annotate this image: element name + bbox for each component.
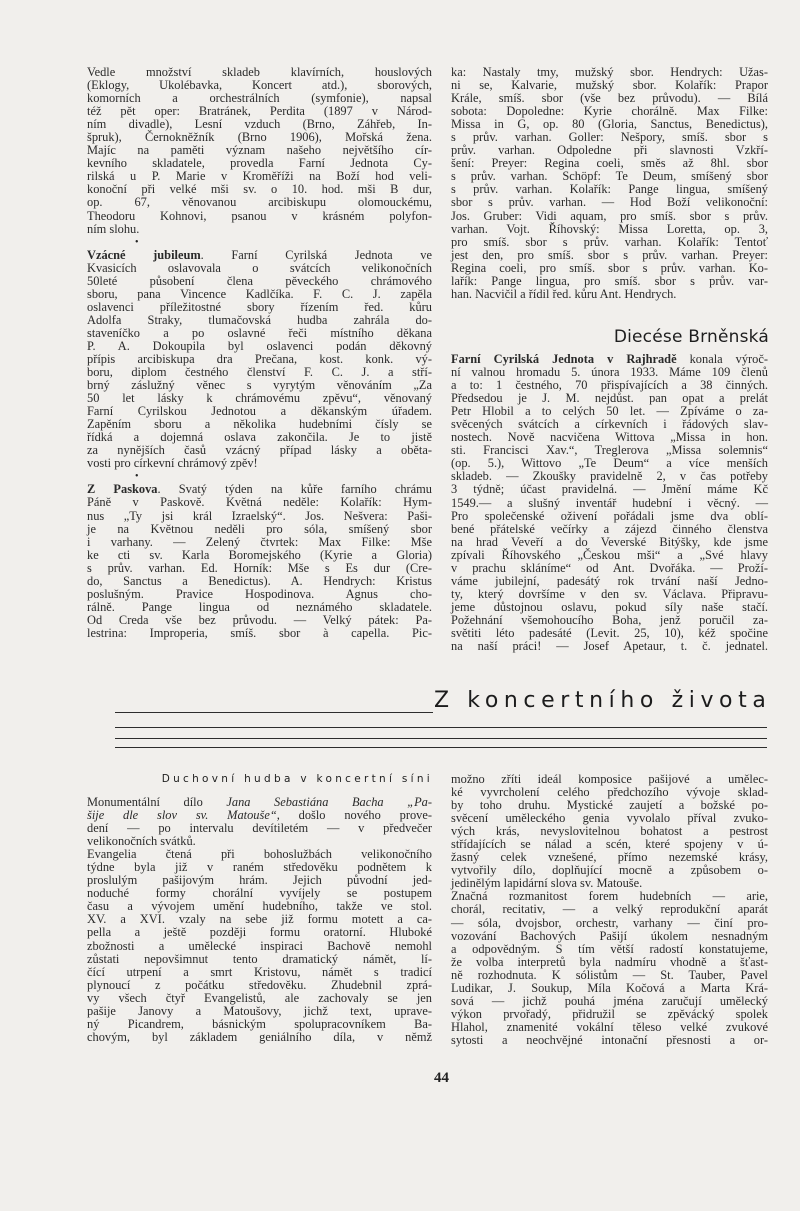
text-line: 50leté působení člena pěveckého chrámového — [87, 273, 432, 288]
text-line: vých krás, nevyslovitelnou bohatost a pestrost — [451, 824, 768, 839]
text-line: Páně v Paskově. Květná neděle: Kolařík: Hym- — [87, 495, 432, 510]
text-line: Majíc na paměti význam našeho největšího cír- — [87, 143, 432, 158]
text-line: konoční při velké mši sv. o 10. hod. mši B dur, — [87, 182, 432, 197]
work-title-italic: Jana Sebastiána Bacha „Pa- — [226, 795, 432, 809]
text-line: s prův. varhan. Schöpf: Te Deum, smíšený sbor — [451, 169, 768, 184]
paragraph-performers — [451, 890, 768, 1047]
text-line: komorních a orchestrálních (symfonie), napsal — [87, 91, 432, 106]
text-line: noduché formy chorální vyvíjely se postupem — [87, 886, 432, 901]
text-line: jeme důstojnou oslavu, pokud síly naše stačí. — [451, 599, 768, 614]
paragraph-passion-ideal — [451, 773, 768, 890]
text-line: ni se, Kalvarie, mužský sbor. Kolařík: Prapor — [451, 78, 768, 93]
page-number: 44 — [434, 1070, 449, 1086]
text-line: Adolfa Straky, tlumačovská hudba zahrála do- — [87, 312, 432, 327]
text-line: do, Sanctus a Benedictus). A. Hendrych: Kristus — [87, 573, 432, 588]
text-line: chorál, recitativ, — a velký reprodukční aparát — [451, 902, 768, 917]
text-line: XV. a XVI. vzaly na sebe již formu motett a ca- — [87, 912, 432, 927]
text-line: pella a ještě později formu oratorní. Hluboké — [87, 925, 432, 940]
text-line: váme jubilejní, padesátý rok trvání naší Jedno- — [451, 573, 768, 588]
paragraph-composer-works — [87, 66, 432, 236]
paragraph-z-paskova: Z Paskova. Svatý týden na kůře farního chrámu Páně v Paskově. Květná neděle: Kolařík: Hym- nus „Ty jsi král Izraelský“. Jos. Nešvera: Paši- je na Květnou neděli pro sóla, smíšený sbor i varhany. — Zelený čtvrtek: Max Filke: Mše ke cti sv. Karla Boromejského (Kyrie a Gloria) s prův. varhan. Ed. Horník: Mše s Es dur (Cre- do, Sanctus a Benedictus). A. Hendrych: Kristus poslušným. Pravice Hospodinova. Agnus cho- rálně. Pange lingua od neznámého skladatele. Od Creda vše bez průvodu. — Velký pátek: Pa- lestrina: Improperia, smíš. sbor à capella. Pic- — [87, 482, 432, 640]
text-line: nostech. Nově nacvičena Wittova „Missa in hon. — [451, 430, 768, 445]
text-line: Ludikar, J. Soukup, Míla Kočová a Marta Krá- — [451, 980, 768, 995]
text-line: sboru, pana Vincence Kadlčíka. F. C. J. zapěla — [87, 286, 432, 301]
text-line: ním divadle), Lesní vzduch (Brno, Záhřeb, In- — [87, 117, 432, 132]
diocese-heading: Diecése Brněnská — [613, 327, 769, 347]
text-line: 1549.— a slušný inventář hudební i věcný. — — [451, 495, 768, 510]
text-line: vozování Bachových Pašijí úkolem nesnadným — [451, 928, 768, 943]
paragraph-paskov-continued — [451, 66, 768, 301]
text-line: bené přátelské večírky a zájezd činného členstva — [451, 521, 768, 536]
article-column-rajhrad — [451, 353, 768, 653]
text-line: a odpovědným. S tím větší radostí konstatujeme, — [451, 941, 768, 956]
text-line: s prův. varhan. Goller: Nešpory, smíš. sbor s — [451, 130, 768, 145]
text-line: Vedle množství skladeb klavírních, houslových — [87, 65, 432, 79]
text-line: světiti léto padesáté (Levit. 25, 10), kéž spočine — [451, 625, 768, 640]
text-line: dení — po intervalu devítiletém — v předvečer — [87, 821, 432, 836]
text-line: sová — jichž pouhá jména zaručují umělecký — [451, 993, 768, 1008]
section-heading: Z koncertního života — [434, 688, 772, 713]
text-line: chovým, byl základem geniálního díla, v němž — [87, 1029, 432, 1044]
text-line: pašije Janovy a Matoušovy, jichž text, uprave- — [87, 1003, 432, 1018]
text-line: rálně. Pange lingua od neznámého skladatele. — [87, 599, 432, 614]
text-line: han. Nacvičil a řídil řed. kůru Ant. Hendrych. — [451, 286, 677, 301]
text-line: proslulým pašijovým hrám. Jejich původní jed- — [87, 873, 432, 888]
text-line: za nynějších časů vzácný případ lásky a oběta- — [87, 443, 432, 458]
text-line: ty, který dovršíme v den sv. Václava. Připravu- — [451, 586, 768, 601]
text-line: op. 67, věnovanou arcibiskupu olomouckému, — [87, 195, 432, 210]
text-line: na naší práci! — Josef Apetaur, t. č. jednatel. — [451, 639, 768, 654]
text-line: jedinělým lapidární slova sv. Matouše. — [451, 876, 643, 891]
paragraph-passion-history — [87, 848, 432, 1044]
text-line: 3 týdně; účast pravidelná. — Jmění máme Kč — [451, 482, 768, 497]
text-line: skladeb. — Zkoušky pravidelně 2, v čas potřeby — [451, 469, 768, 484]
heading-rule-left — [115, 712, 433, 713]
lead-vzacne-jubileum: Vzácné jubileum — [87, 247, 201, 262]
text-line: Značná rozmanitost forem hudebních — arie, — [451, 889, 768, 904]
heading-rule-1 — [115, 727, 767, 728]
text-line: sobota: Dopoledne: Kyrie chorálně. Max Filke: — [451, 104, 768, 119]
text-line: svěcení uměleckého genia vyvolalo příval zvuko- — [451, 811, 768, 826]
lead-z-paskova: Z Paskova — [87, 482, 158, 497]
text-line: varhan. Vojt. Říhovský: Missa Loretta, op. 3, — [451, 221, 768, 236]
text-line: zbožnosti a umělecké inspiraci Bachově nemohl — [87, 938, 432, 953]
text-line: na hrad Veveří a do Veverské Bitýšky, kde jsme — [451, 534, 768, 549]
text-line: Kvasicích oslavovala o svátcích velikonočních — [87, 260, 432, 275]
text-line: i varhany. — Zelený čtvrtek: Max Filke: Mše — [87, 534, 432, 549]
text-line: oslavenci příležitostné sbory řízením řed. kůru — [87, 299, 432, 314]
text-line: pro smíš. sbor s prův. varhan. Kolařík: Tentoť — [451, 234, 768, 249]
text-line: je na Květnou neděli pro sóla, smíšený sbor — [87, 521, 432, 536]
text-line: Farní Cyrilskou Jednotou a děkanským úřadem. — [87, 404, 432, 419]
text-line: týdne byla již v raném středověku podnětem k — [87, 860, 432, 875]
text-line: kevního skladatele, provedla Farní Jednota Cy- — [87, 156, 432, 171]
text-line: že volba interpretů byla nadmíru vhodně a šťast- — [451, 954, 768, 969]
text-line: P. A. Dokoupila byl oslavenci podán děkovný — [87, 338, 432, 353]
heading-rule-3 — [115, 747, 767, 748]
text-line: s prův. varhan. Kolařík: Pange lingua, smíšený — [451, 182, 768, 197]
paragraph-rajhrad: Farní Cyrilská Jednota v Rajhradě konala výroč- ní valnou hromadu 5. února 1933. Máme 109 členů a to: 1 čestného, 70 přispívajících a 38 činných. Předsedou je J. M. nejdůst. pan opat a prelát Petr Hlobil a to celých 50 let. — Zpíváme o za- svěcených svátcích a církevních i řádových slav- nostech. Nově nacvičena Wittova „Missa in hon. sti. Francisci Xav.“, Treglerova „Missa solemnis“ (op. 5.), Wittovo „Te Deum“ a více menších skladeb. — Zkoušky pravidelně 2, v čas potřeby 3 týdně; účast pravidelná. — Jmění máme Kč 1549.— a slušný inventář hudební i věcný. — Pro společenské oživení pořádali jsme dva oblí- bené přátelské večírky a zájezd činného členstva na hrad Veveří a do Veverské Bitýšky, kde jsme zpívali Říhovského „Českou mši“ a „Své hlavy v prachu skláníme“ od Ant. Dvořáka. — Proží- váme jubilejní, padesátý rok trvání naší Jedno- ty, který dovršíme v den sv. Václava. Připravu- jeme důstojnou oslavu, pokud síly naše stačí. Požehnání všemohoucího Boha, jenž poručil za- světiti léto padesáté (Levit. 25, 10), kéž spočine na naší práci! — Josef Apetaur, t. č. jednatel. — [451, 352, 768, 654]
text-line: šení: Preyer: Regina coeli, směs až 8hl. sbor — [451, 156, 768, 171]
section-bullet: • — [135, 236, 139, 248]
text-line: velikonočních svátků. — [87, 834, 196, 849]
article-column-bottom-left — [87, 796, 432, 1044]
text-line: čící utrpení a smrt Kristovu, námět s tradicí — [87, 964, 432, 979]
text-line: Regina coeli, pro smíš. sbor s prův. varhan. Ko- — [451, 260, 768, 275]
article-column-top-right — [451, 66, 768, 301]
section-bullet: • — [135, 471, 139, 483]
text-line: Jos. Gruber: Vidi aquam, pro smíš. sbor s prův. — [451, 208, 768, 223]
text-line: času a vývojem umění hudebního, takže ve stol. — [87, 899, 432, 914]
text-line: vytvořily dílo, doplňující mocně a způsobem o- — [451, 863, 768, 878]
text-line: Zapěním sboru a několika hudebními čísly se — [87, 417, 432, 432]
text-line: Missa in G, op. 80 (Gloria, Sanctus, Benedictus), — [451, 117, 768, 132]
text-line: lestrina: Improperia, smíš. sbor à capella. Pic- — [87, 625, 432, 640]
text-line: poslušným. Pravice Hospodinova. Agnus cho- — [87, 586, 432, 601]
text-line: 50 let lásky k chrámovému zpěvu“, věnovaný — [87, 391, 432, 406]
text-line: (Eklogy, Ukolébavka, Koncert atd.), sborových, — [87, 78, 432, 93]
text-line: a to: 1 čestného, 70 přispívajících a 38 činných. — [451, 378, 768, 393]
text-line: Hlahol, znamenité vokální těleso velké zvukové — [451, 1019, 768, 1034]
text-line: špruk), Černokněžník (Brno 1906), Mořská žena. — [87, 130, 432, 145]
text-line: ní valnou hromadu 5. února 1933. Máme 109 členů — [451, 365, 768, 380]
text-line: řídká a dojemná oslava zakončila. Je to jistě — [87, 430, 432, 445]
text-line: — sóla, dvojsbor, orchestr, varhany — činí pro- — [451, 915, 768, 930]
text-line: sbor s prův. varhan. — Hod Boží velikonoční: — [451, 195, 768, 210]
text-line: ním slohu. — [87, 221, 140, 236]
text-line: zpívali Říhovského „Českou mši“ a „Své hlavy — [451, 547, 768, 562]
text-line: v prachu skláníme“ od Ant. Dvořáka. — Proží- — [451, 560, 768, 575]
text-line: ké vyvrcholení celého předchozího vývoje sklad- — [451, 785, 768, 800]
text-line: ný Picandrem, básnickým spolupracovníkem Ba- — [87, 1016, 432, 1031]
text-line: Od Creda vše bez průvodu. — Velký pátek: Pa- — [87, 612, 432, 627]
text-line: vy všech čtyř Evangelistů, ale zachovaly se jen — [87, 990, 432, 1005]
heading-rule-2 — [115, 738, 767, 739]
paragraph-vzacne-jubileum: Vzácné jubileum. Farní Cyrilská Jednota ve Kvasicích oslavovala o svátcích velikonočních 50leté působení člena pěveckého chrámového sboru, pana Vincence Kadlčíka. F. C. J. zapěla oslavenci příležitostné sbory řízením řed. kůru Adolfa Straky, tlumačovská hudba zahrála do- staveníčko a po oslavné řeči místního děkana P. A. Dokoupila byl oslavenci podán děkovný přípis arcibiskupa dra Prečana, kost. konk. vý- boru, diplom čestného členství F. C. J. a stří- brný záslužný věnec s vyrytým věnováním „Za 50 let lásky k chrámovému zpěvu“, věnovaný Farní Cyrilskou Jednotou a děkanským úřadem. Zapěním sboru a několika hudebními čísly se řídká a dojemná oslava zakončila. Je to jistě za nynějších časů vzácný případ lásky a oběta- vosti pro církevní chrámový zpěv! — [87, 247, 432, 471]
text-line: ke cti sv. Karla Boromejského (Kyrie a Gloria) — [87, 547, 432, 562]
text-line: přípis arcibiskupa dra Prečana, kost. konk. vý- — [87, 351, 432, 366]
text-line: lařík: Pange lingua, pro smíš. sbor s prův. var- — [451, 273, 768, 288]
text-line: Evangelia čtená při bohoslužbách velikonočního — [87, 847, 432, 862]
text-line: boru, diplom čestného členství F. C. J. a stří- — [87, 365, 432, 380]
text-line: Krále, smíš. sbor (vše bez průvodu). — Bílá — [451, 91, 768, 106]
text-line: jest den, pro smíš. sbor s prův. varhan. Preyer: — [451, 247, 768, 262]
text-line: zůstati nepovšimnut tento dramatický námět, lí- — [87, 951, 432, 966]
text-line: Petr Hlobil a to celých 50 let. — Zpíváme o za- — [451, 404, 768, 419]
text-line: též pět oper: Bratránek, Perdita (1897 v Národ- — [87, 104, 432, 119]
text-line: žasný celek vznešené, přímo nezemské krásy, — [451, 850, 768, 865]
text-line: ně rozhodnuta. K sólistům — St. Tauber, Pavel — [451, 967, 768, 982]
text-line: (op. 5.), Wittovo „Te Deum“ a více menších — [451, 456, 768, 471]
text-line: Theodoru Kohnovi, psanou v krásném polyfon- — [87, 208, 432, 223]
text-line: vosti pro církevní chrámový zpěv! — [87, 456, 258, 471]
section-subheading: Duchovní hudba v koncertní síni — [161, 773, 433, 785]
article-column-top-left — [87, 66, 432, 640]
text-line: by toho druhu. Mystické zaujetí a božské po- — [451, 798, 768, 813]
text-line: plynoucí z počátku středověku. Zhudebnil zprá- — [87, 977, 432, 992]
text-line: staveníčko a po oslavné řeči místního děkana — [87, 325, 432, 340]
text-line: prův. varhan. Odpoledne při slavnosti Vzkří- — [451, 143, 768, 158]
lead-rajhrad: Farní Cyrilská Jednota v Rajhradě — [451, 352, 677, 366]
text-line: Požehnání všemohoucího Boha, jenž poručil za- — [451, 612, 768, 627]
text-line: s prův. varhan. Ed. Horník: Mše s Es dur (Cre- — [87, 560, 432, 575]
article-column-bottom-right — [451, 773, 768, 1047]
text-line: Pro společenské oživení pořádali jsme dva oblí- — [451, 508, 768, 523]
text-line: brný záslužný věnec s vyrytým věnováním „Za — [87, 378, 432, 393]
text-line: sti. Francisci Xav.“, Treglerova „Missa solemnis“ — [451, 443, 768, 458]
paragraph-bach-intro: Monumentální dílo Jana Sebastiána Bacha „Pa- šije dle slov sv. Matouše“, došlo nového prove- dení — po intervalu devítiletém — v předvečer velikonočních svátků. — [87, 795, 432, 849]
text-line: sytosti a neochvějné intonační přesnosti a or- — [451, 1032, 768, 1047]
text-line: výkon prvořadý, přidružil se zpěvácký spolek — [451, 1006, 768, 1021]
text-line: nus „Ty jsi král Izraelský“. Jos. Nešvera: Paši- — [87, 508, 432, 523]
text-line: Předsedou je J. M. nejdůst. pan opat a prelát — [451, 391, 768, 406]
text-line: ka: Nastaly tmy, mužský sbor. Hendrych: Užas- — [451, 65, 768, 79]
work-title-italic: šije dle slov sv. Matouše“, — [87, 808, 280, 823]
text-line: možno zříti ideál komposice pašijové a umělec- — [451, 772, 768, 786]
text-line: svěcených svátcích a církevních i řádových slav- — [451, 417, 768, 432]
text-line: rilská u P. Marie v Kroměříži na Boží hod veli- — [87, 169, 432, 184]
text-line: střídajících se nálad a scén, které spojeny v ú- — [451, 837, 768, 852]
